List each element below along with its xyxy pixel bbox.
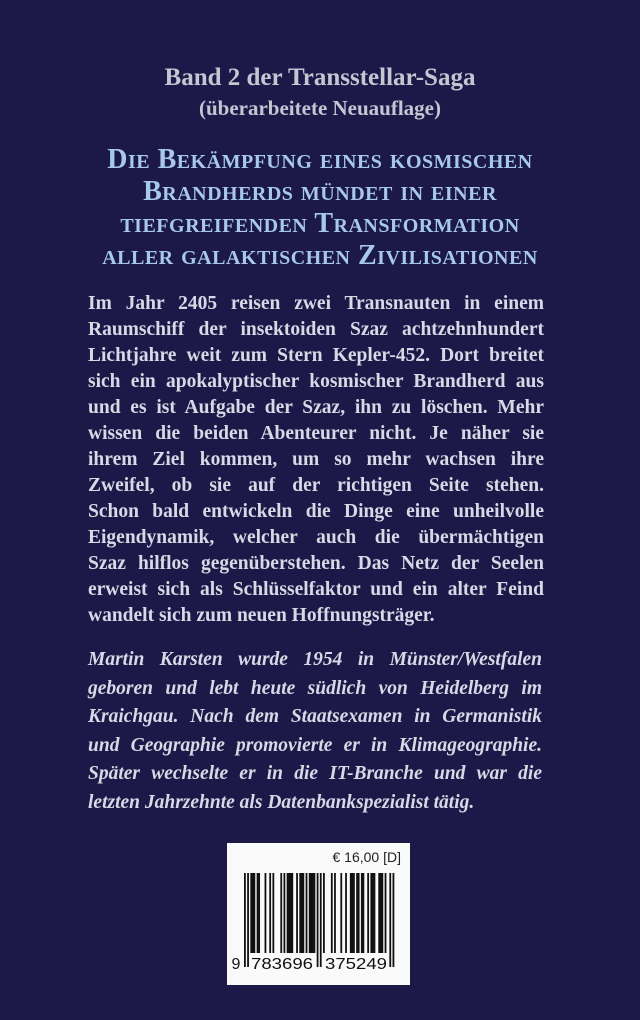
synopsis-line: und es ist Aufgabe der Szaz, ihn zu löschen. Mehr [88,397,544,418]
synopsis-line: Raumschiff der insektoiden Szaz achtzehnhundert [88,319,544,340]
synopsis-line: Szaz hilflos gegenüberstehen. Das Netz der Seelen [88,553,544,574]
tagline-line: tiefgreifenden Transformation [120,208,520,239]
bio-line: Martin Karsten wurde 1954 in Münster/Westfalen [88,649,542,670]
tagline-line: Die Bekämpfung eines kosmischen [107,144,533,175]
synopsis-line: wissen die beiden Abenteurer nicht. Je näher sie [88,423,544,444]
bio-line: letzten Jahrzehnte als Datenbankspezialist tätig. [88,791,475,813]
series-title: Band 2 der Transstellar-Saga [164,64,476,91]
author-bio [88,646,542,817]
synopsis-line: Lichtjahre weit zum Stern Kepler-452. Dort breitet [88,345,544,366]
svg-text:9: 9 [231,956,241,973]
tagline-line: aller galaktischen Zivilisationen [102,240,538,271]
synopsis-line: erweist sich als Schlüsselfaktor und ein alter Feind [88,579,544,600]
synopsis-line: ihrem Ziel kommen, um so mehr wachsen ihre [88,449,544,470]
bio-line: Kraichgau. Nach dem Staatsexamen in Germanistik [88,706,542,727]
bio-line: und Geographie promovierte er in Klimageographie. [88,734,542,756]
bio-line: geboren und lebt heute südlich von Heidelberg im [88,677,542,699]
synopsis-line: Im Jahr 2405 reisen zwei Transnauten in einem [88,293,544,314]
synopsis-line: sich ein apokalyptischer kosmischer Brandherd aus [88,371,544,392]
edition-note: (überarbeitete Neuauflage) [198,96,441,120]
header-block [0,62,640,122]
tagline [30,144,610,272]
bio-line: Später wechselte er in die IT-Branche und war die [88,763,542,784]
synopsis-paragraph [88,291,544,629]
tagline-line: Brandherds mündet in einer [143,176,497,207]
synopsis-line: Zweifel, ob sie auf der richtigen Seite stehen. [88,475,544,496]
synopsis-line: Schon bald entwickeln die Dinge eine unheilvolle [88,501,544,522]
synopsis-line: Eigendynamik, welcher auch die übermächtigen [88,527,544,548]
svg-text:783696: 783696 [251,956,314,973]
barcode-panel [227,843,410,985]
synopsis-line: wandelt sich zum neuen Hoffnungsträger. [88,605,435,626]
svg-text:375249: 375249 [325,956,388,973]
ean13-barcode [227,873,410,973]
price-label: € 16,00 [D] [332,849,401,865]
